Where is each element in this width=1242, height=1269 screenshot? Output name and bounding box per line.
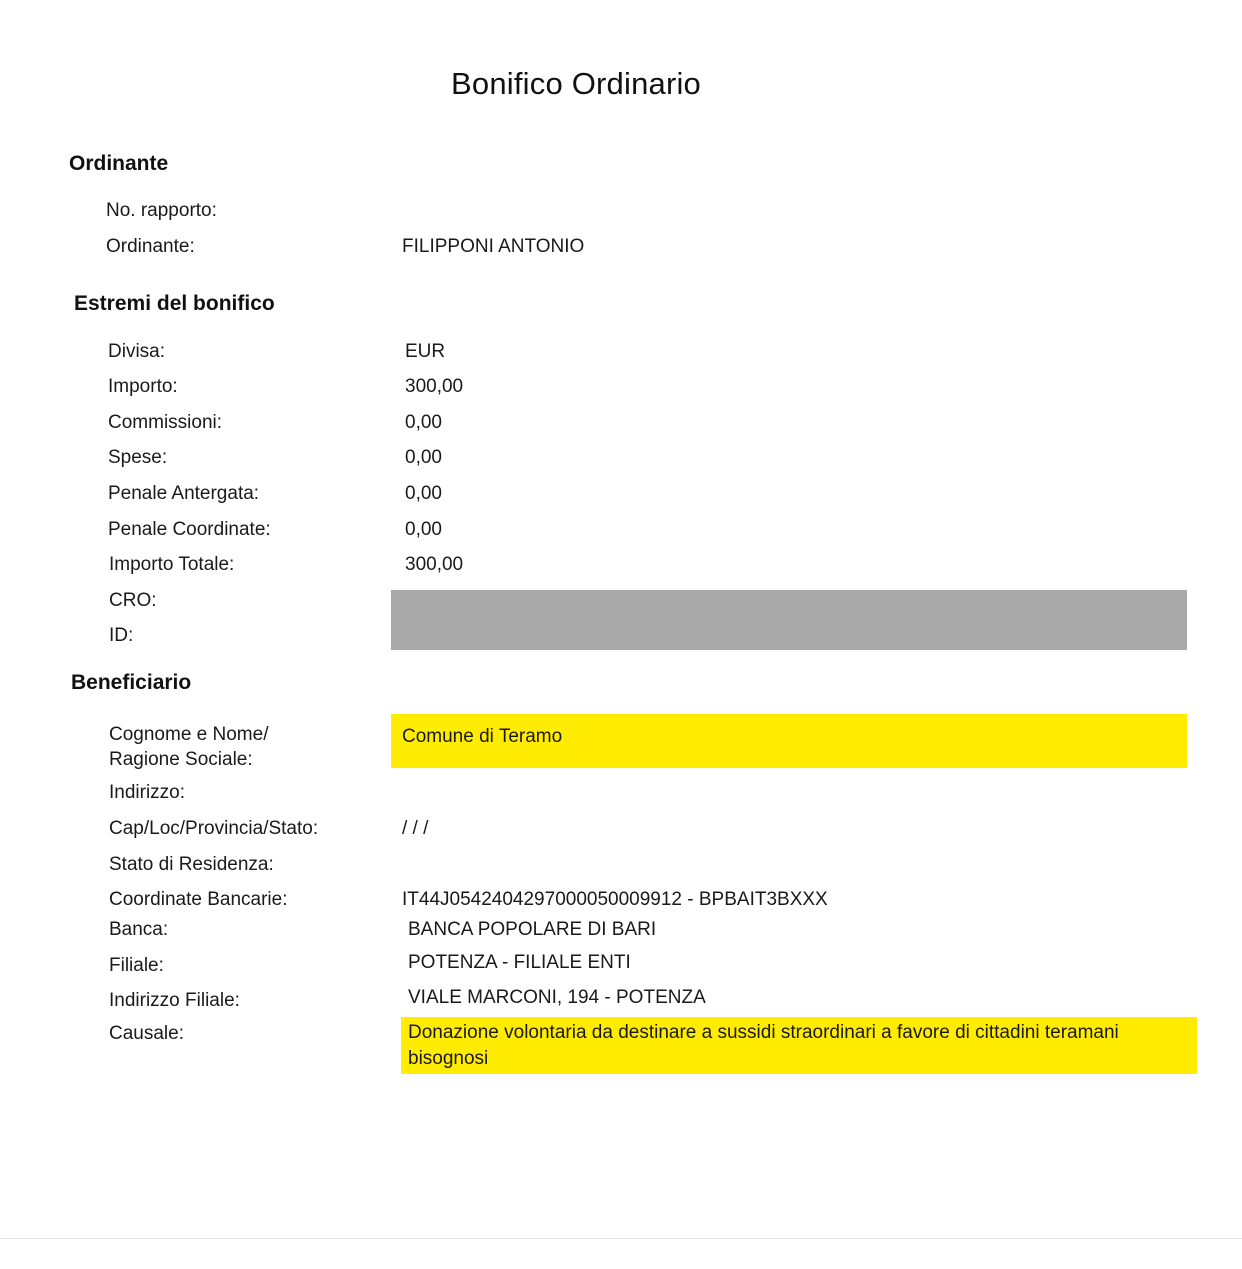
coordinate-bancarie-value: IT44J0542404297000050009912 - BPBAIT3BXXX: [402, 889, 828, 910]
importo-totale-value: 300,00: [405, 554, 464, 575]
document-title: Bonifico Ordinario: [451, 66, 701, 101]
penale-coordinate-label: Penale Coordinate:: [108, 519, 271, 540]
divisa-value: EUR: [405, 341, 446, 362]
filiale-label: Filiale:: [109, 955, 164, 976]
causale-value-line2: bisognosi: [408, 1048, 489, 1069]
cap-label: Cap/Loc/Provincia/Stato:: [109, 818, 319, 839]
penale-antergata-label: Penale Antergata:: [108, 483, 260, 504]
commissioni-label: Commissioni:: [108, 412, 223, 433]
filiale-value: POTENZA - FILIALE ENTI: [408, 952, 631, 973]
cap-value: / / /: [402, 818, 429, 839]
banca-value: BANCA POPOLARE DI BARI: [408, 919, 657, 940]
coordinate-bancarie-label: Coordinate Bancarie:: [109, 889, 288, 910]
importo-value: 300,00: [405, 376, 464, 397]
nome-label-line1: Cognome e Nome/: [109, 724, 269, 745]
spese-label: Spese:: [108, 447, 168, 468]
page-bottom-divider: [0, 1238, 1242, 1239]
penale-antergata-value: 0,00: [405, 483, 442, 504]
beneficiary-name-value: Comune di Teramo: [402, 726, 563, 747]
id-label: ID:: [109, 625, 134, 646]
stato-residenza-label: Stato di Residenza:: [109, 854, 274, 875]
section-beneficiario-heading: Beneficiario: [71, 671, 192, 694]
banca-label: Banca:: [109, 919, 169, 940]
importo-label: Importo:: [108, 376, 178, 397]
rapporto-label: No. rapporto:: [106, 200, 217, 221]
redacted-block: [391, 590, 1187, 650]
importo-totale-label: Importo Totale:: [109, 554, 235, 575]
causale-value-line1: Donazione volontaria da destinare a sussidi straordinari a favore di cittadini teramani: [408, 1022, 1119, 1043]
ordinante-label: Ordinante:: [106, 236, 195, 257]
nome-label-line2: Ragione Sociale:: [109, 749, 253, 770]
penale-coordinate-value: 0,00: [405, 519, 442, 540]
section-ordinante-heading: Ordinante: [69, 152, 169, 175]
cro-label: CRO:: [109, 590, 157, 611]
indirizzo-label: Indirizzo:: [109, 782, 186, 803]
commissioni-value: 0,00: [405, 412, 442, 433]
indirizzo-filiale-value: VIALE MARCONI, 194 - POTENZA: [408, 987, 706, 1008]
spese-value: 0,00: [405, 447, 442, 468]
section-estremi-heading: Estremi del bonifico: [74, 292, 275, 315]
indirizzo-filiale-label: Indirizzo Filiale:: [109, 990, 240, 1011]
ordinante-value: FILIPPONI ANTONIO: [402, 236, 585, 257]
divisa-label: Divisa:: [108, 341, 166, 362]
causale-label: Causale:: [109, 1023, 184, 1044]
